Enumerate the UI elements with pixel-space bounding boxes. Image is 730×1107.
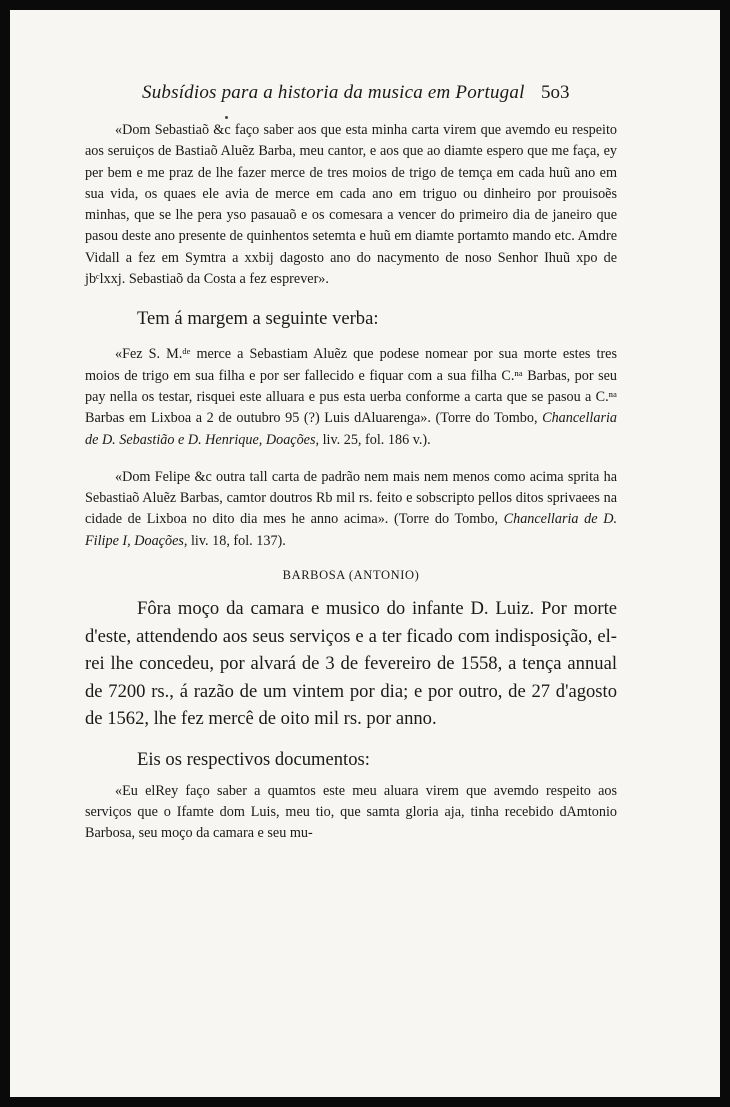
document-quote-2-paragraph bbox=[85, 344, 617, 450]
documents-heading: Eis os respectivos documentos: bbox=[137, 748, 370, 770]
document-quote-3-source-tail: liv. 18, fol. 137). bbox=[187, 532, 286, 549]
running-title: Subsídios para a historia da musica em Portugal bbox=[142, 82, 525, 103]
biography-paragraph: Fôra moço da camara e musico do infante D. Luiz. Por morte d'este, attendendo aos seus serviços e a ter ficado com indisposição, el-rei lhe concedeu, por alvará de 3 de fevereiro de 1558, a tença annual de 7200 rs., á razão de um vintem por dia; e por outro, de 27 d'agosto de 1562, lhe fez mercê de oito mil rs. por anno. bbox=[85, 598, 617, 730]
document-quote-2-source-tail: liv. 25, fol. 186 v.). bbox=[319, 431, 431, 448]
document-quote-1 bbox=[85, 120, 617, 290]
section-title: BARBOSA (ANTONIO) bbox=[282, 568, 420, 583]
page-header bbox=[10, 78, 720, 108]
margin-note-heading: Tem á margem a seguinte verba: bbox=[137, 308, 379, 330]
print-speck bbox=[225, 116, 228, 119]
document-quote-3-source: Chancellaria de D. Filipe I, Doações, bbox=[85, 511, 617, 549]
page-body bbox=[85, 120, 617, 844]
document-quote-1-text: «Dom Sebastiaõ &c faço saber aos que esta minha carta virem que avemdo eu respeito aos seruiços de Bastiaõ Aluẽz Barba, meu cantor, e aos que ao diamte espero que me faça, ey per bem e me praz de lhe fazer merce de tres moios de trigo de temça em cada huũ ano em sua vida, os quaes ele avia de merce em cada ano em triguo ou dinheiro por prouisoẽs minhas, que se lhe pera yso pasauaõ e os comesara a vencer do primeiro dia de janeiro que pasou deste ano presente de quinhentos setemta e huũ em diamte portamto mando etc. Amdre Vidall a fez em Symtra a xxbij dagosto ano do nacymento de noso Senhor Ihuũ xpo de jbᶜlxxj. Sebastiaõ da Costa a fez esprever». bbox=[85, 122, 617, 288]
document-quote-3-paragraph bbox=[85, 467, 617, 552]
document-quote-3-text: «Dom Felipe &c outra tall carta de padrão nem mais nem menos como acima sprita ha Sebastiaõ Aluẽz Barbas, camtor doutros Rb mil rs. feito e sobscripto pellos ditos sprivaees na cidade de Lixboa no dito dia mes he anno acima». (Torre do Tombo, bbox=[85, 468, 617, 528]
document-quote-3 bbox=[85, 467, 617, 552]
document-quote-2-text: «Fez S. M.ᵈᵉ merce a Sebastiam Aluẽz que podese nomear por sua morte estes tres moios de trigo em sua filha e por ser fallecido e fiquar com a sua filha C.ⁿᵃ Barbas, por seu pay nella os testar, risquei este alluara e pus esta uerba conforme a carta que se pasou a C.ⁿᵃ Barbas em Lixboa a 2 de outubro 95 (?) Luis dAluarenga». (Torre do Tombo, bbox=[85, 346, 617, 427]
book-page bbox=[10, 10, 720, 1097]
document-quote-4 bbox=[85, 781, 617, 845]
page-number: 5o3 bbox=[541, 82, 570, 103]
document-quote-2 bbox=[85, 344, 617, 450]
document-quote-2-source: Chancellaria de D. Sebastião e D. Henrique, Doações, bbox=[85, 410, 617, 448]
document-quote-4-text: «Eu elRey faço saber a quamtos este meu aluara virem que avemdo respeito aos serviços que o Ifamte dom Luis, meu tio, que samta gloria aja, tinha recebido dAmtonio Barbosa, seu moço da camara e seu mu- bbox=[85, 782, 617, 842]
